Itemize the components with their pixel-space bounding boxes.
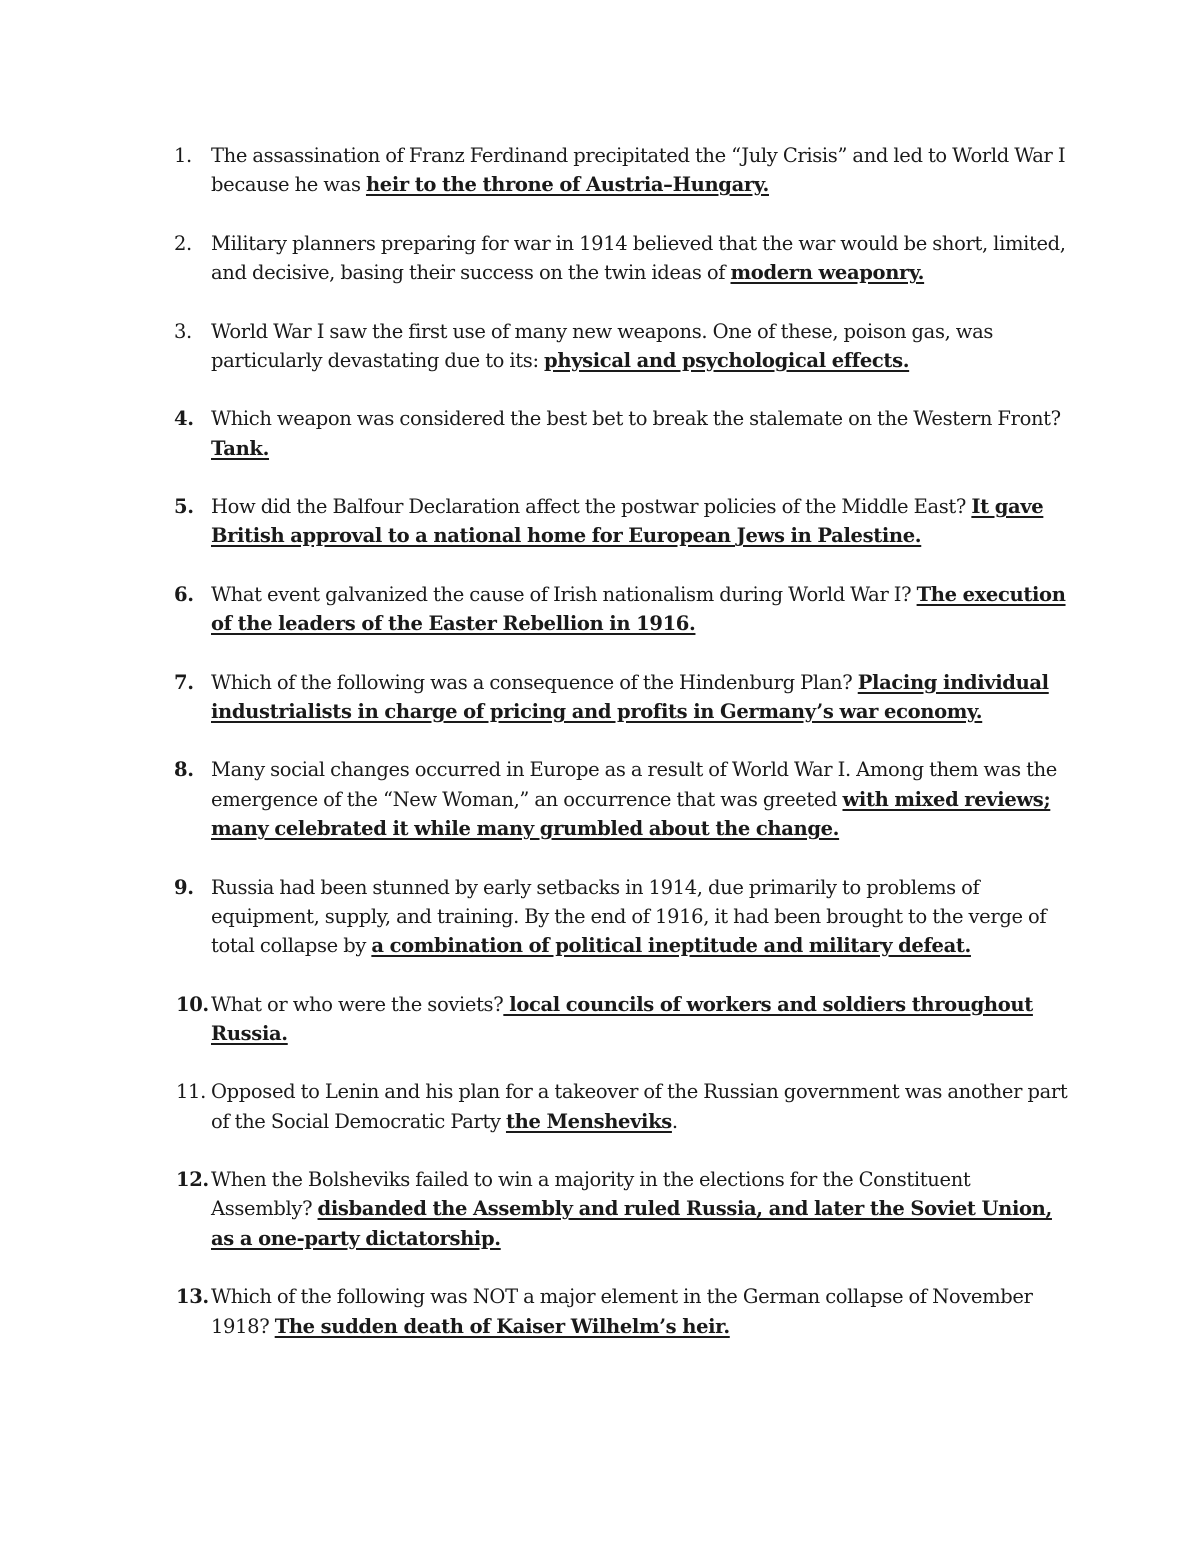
question-number: 3. [174, 319, 192, 343]
question-number: 13. [176, 1285, 209, 1309]
question-item-5 [170, 492, 1070, 551]
answer-text: Tank. [211, 436, 270, 460]
answer-text: a combination of political ineptitude and military defeat. [371, 934, 971, 958]
question-item-6 [170, 580, 1070, 639]
question-number: 1. [174, 144, 192, 167]
question-text: The assassination of Franz Ferdinand precipitated the “July Crisis” and led to World War I because he was [211, 144, 1066, 197]
question-item-13 [170, 1282, 1070, 1341]
question-number: 10. [176, 992, 209, 1016]
answer-text: with mixed reviews; many celebrated it while many grumbled about the change. [211, 787, 1051, 841]
question-number: 8. [174, 758, 194, 782]
answer-text: The execution of the leaders of the Easter Rebellion in 1916. [211, 582, 1066, 636]
question-item-2 [170, 229, 1070, 288]
question-text: Russia had been stunned by early setbacks in 1914, due primarily to problems of equipment, supply, and training. By the end of 1916, it had been brought to the verge of total collapse by [211, 875, 1047, 958]
question-text: Opposed to Lenin and his plan for a takeover of the Russian government was another part of the Social Democratic Party [211, 1080, 1068, 1133]
question-item-3 [170, 317, 1070, 376]
question-item-9 [170, 873, 1070, 961]
answer-text: heir to the throne of Austria–Hungary. [365, 173, 769, 197]
question-text: World War I saw the first use of many new weapons. One of these, poison gas, was particularly devastating due to its: [211, 319, 994, 372]
question-number: 9. [174, 875, 194, 899]
question-item-12 [170, 1165, 1070, 1253]
question-text: Which weapon was considered the best bet to break the stalemate on the Western Front? [211, 407, 1061, 431]
question-text: Which of the following was a consequence of the Hindenburg Plan? [211, 670, 858, 694]
answer-text: physical and psychological effects. [544, 348, 910, 372]
question-item-1 [170, 141, 1070, 200]
question-text: Military planners preparing for war in 1914 believed that the war would be short, limited, and decisive, basing their success on the twin ideas of [211, 231, 1066, 285]
question-item-10 [170, 990, 1070, 1049]
question-number: 2. [174, 231, 192, 255]
question-number: 5. [174, 495, 194, 519]
trailing-text: . [671, 1109, 678, 1133]
question-number: 11. [176, 1080, 206, 1104]
question-text: When the Bolsheviks failed to win a majority in the elections for the Constituent Assembly? [211, 1168, 971, 1221]
answer-text: disbanded the Assembly and ruled Russia, and later the Soviet Union, as a one-party dictatorship. [211, 1197, 1052, 1250]
question-list [170, 141, 1070, 1370]
question-item-4 [170, 404, 1070, 463]
question-number: 6. [174, 582, 194, 606]
answer-text: It gave British approval to a national home for European Jews in Palestine. [211, 495, 1044, 548]
answer-text: the Mensheviks [505, 1109, 672, 1133]
question-text: How did the Balfour Declaration affect the postwar policies of the Middle East? [211, 495, 972, 519]
answer-text: Placing individual industrialists in charge of pricing and profits in Germany’s war economy. [211, 670, 1049, 723]
question-text: Many social changes occurred in Europe as a result of World War I. Among them was the emergence of the “New Woman,” an occurrence that was greeted [211, 758, 1057, 811]
question-item-8 [170, 755, 1070, 843]
question-text: What event galvanized the cause of Irish nationalism during World War I? [211, 582, 917, 606]
question-item-11 [170, 1077, 1070, 1136]
question-number: 4. [174, 407, 194, 431]
answer-text: modern weaponry. [730, 261, 925, 285]
answer-text: The sudden death of Kaiser Wilhelm’s heir. [274, 1314, 730, 1338]
question-number: 12. [176, 1168, 209, 1192]
question-number: 7. [174, 670, 194, 694]
question-text: What or who were the soviets? [211, 992, 504, 1016]
question-item-7 [170, 668, 1070, 727]
answer-text: local councils of workers and soldiers throughout Russia. [211, 992, 1033, 1045]
question-text: Which of the following was NOT a major element in the German collapse of November 1918? [211, 1285, 1033, 1338]
